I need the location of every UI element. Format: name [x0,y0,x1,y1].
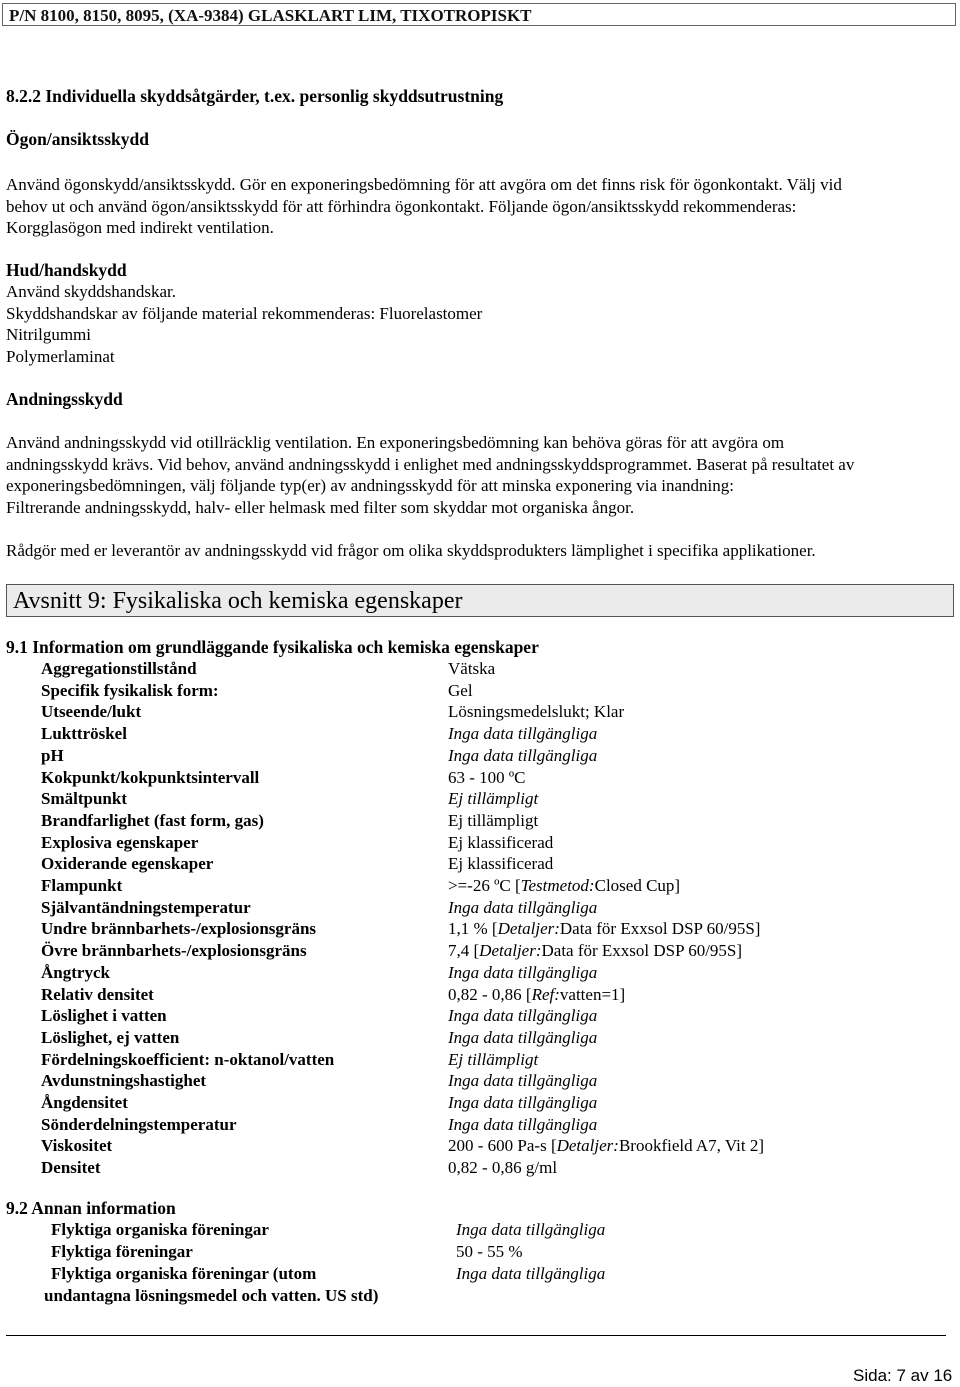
property-value: Inga data tillgängliga [448,724,598,744]
property-value: Inga data tillgängliga [448,745,598,765]
property-value-main: 7,4 [ [448,941,480,961]
property-value [448,919,760,939]
property-label: Undre brännbarhets-/explosionsgräns [41,919,317,939]
property-label: pH [41,745,64,765]
property-label: Självantändningstemperatur [41,897,251,917]
property-label: Aggregationstillstånd [41,659,197,678]
property-value [448,876,680,896]
property-value: Inga data tillgängliga [448,897,598,917]
property-value-detail: vatten=1] [559,984,626,1004]
property-value [448,985,625,1005]
resp-line: Använd andningsskydd vid otillräcklig ventilation. En exponeringsbedömning kan behöva göras för att avgöra om [6,433,785,452]
property-value: Inga data tillgängliga [448,1027,598,1047]
other-info-label-continued: undantagna lösningsmedel och vatten. US std) [44,1286,379,1305]
resp-line: andningsskydd krävs. Vid behov, använd andningsskydd i enlighet med andningsskyddsprogrammet. Baserat på resultatet av [6,454,855,474]
property-value: Ej klassificerad [448,832,554,852]
property-value-main: 0,82 - 0,86 [ [448,984,532,1004]
property-value-main: 200 - 600 Pa-s [ [448,1136,557,1156]
page-number: Sida: 7 av 16 [853,1366,953,1385]
property-value-main: >=-26 ºC [ [448,876,521,895]
eye-protection-heading: Ögon/ansiktsskydd [6,129,149,149]
eye-line: Använd ögonskydd/ansiktsskydd. Gör en exponeringsbedömning för att avgöra om det finns risk för ögonkontakt. Välj vid [6,175,842,194]
property-label: Löslighet i vatten [41,1006,167,1026]
property-label: Densitet [41,1158,101,1178]
property-label: Löslighet, ej vatten [41,1027,180,1047]
property-value: Gel [448,680,473,700]
property-value: Ej tillämpligt [448,810,539,830]
property-label: Flampunkt [41,876,123,895]
header-title: P/N 8100, 8150, 8095, (XA-9384) GLASKLART LIM, TIXOTROPISKT [9,6,532,25]
hand-line: Använd skyddshandskar. [6,282,176,301]
other-info-label: Flyktiga organiska föreningar (utom [51,1264,317,1283]
property-value: Vätska [448,659,496,678]
section-822-heading: 8.2.2 Individuella skyddsåtgärder, t.ex. personlig skyddsutrustning [6,86,504,106]
section-91-heading: 9.1 Information om grundläggande fysikaliska och kemiska egenskaper [6,637,539,657]
property-value: Inga data tillgängliga [448,1114,598,1134]
property-value: Ej klassificerad [448,854,554,874]
other-info-value: 50 - 55 % [456,1242,523,1261]
section-92-heading: 9.2 Annan information [6,1198,176,1218]
property-value-main: 1,1 % [ [448,919,498,939]
property-label: Ångdensitet [41,1093,128,1112]
property-label: Brandfarlighet (fast form, gas) [41,810,264,830]
other-info-value: Inga data tillgängliga [456,1220,606,1239]
document-header [2,3,956,26]
property-label: Smältpunkt [41,789,127,809]
property-value-detail: Brookfield A7, Vit 2] [618,1136,764,1156]
hand-line: Skyddshandskar av följande material rekommenderas: Fluorelastomer [6,303,483,323]
property-label: Kokpunkt/kokpunktsintervall [41,767,260,787]
property-value-qualifier: Ref: [531,984,560,1004]
respiratory-advice: Rådgör med er leverantör av andningsskydd vid frågor om olika skyddsprodukters lämplighet i specifika applikationer. [6,541,816,560]
property-label: Fördelningskoefficient: n-oktanol/vatten [41,1049,335,1069]
hand-line: Polymerlaminat [6,346,115,366]
eye-line: behov ut och använd ögon/ansiktsskydd för att förhindra ögonkontakt. Följande ögon/ansiktsskydd rekommenderas: [6,196,797,216]
property-label: Avdunstningshastighet [41,1071,207,1091]
property-value [448,941,742,961]
property-label: Viskositet [41,1136,113,1156]
property-value: Inga data tillgängliga [448,1093,598,1112]
property-label: Utseende/lukt [41,702,142,722]
eye-protection-text [6,174,842,239]
other-info-label: Flyktiga föreningar [51,1242,193,1261]
section-9-title: Avsnitt 9: Fysikaliska och kemiska egenskaper [13,588,463,614]
hand-protection-heading: Hud/handskydd [6,260,127,280]
property-value-qualifier: Detaljer: [556,1136,619,1156]
property-label: Specifik fysikalisk form: [41,680,219,700]
property-label: Ångtryck [41,962,110,982]
respiratory-protection-heading: Andningsskydd [6,389,123,409]
property-value: 63 - 100 ºC [448,767,526,787]
other-info-label: Flyktiga organiska föreningar [51,1220,269,1239]
property-value-qualifier: Detaljer: [497,919,560,939]
property-value: 0,82 - 0,86 g/ml [448,1158,558,1178]
resp-line: Filtrerande andningsskydd, halv- eller helmask med filter som skyddar mot organiska ångor. [6,497,635,517]
property-label: Övre brännbarhets-/explosionsgräns [41,941,307,961]
property-value: Inga data tillgängliga [448,962,598,982]
property-value: Ej tillämpligt [448,789,539,809]
property-value-detail: Data för Exxsol DSP 60/95S] [559,919,761,939]
property-label: Sönderdelningstemperatur [41,1114,237,1134]
property-value-detail: Data för Exxsol DSP 60/95S] [541,941,743,961]
property-value [448,1136,764,1156]
section-9-banner [6,584,954,617]
property-value-detail: Closed Cup] [594,876,681,895]
property-value: Ej tillämpligt [448,1049,539,1069]
property-value: Inga data tillgängliga [448,1071,598,1091]
property-value: Inga data tillgängliga [448,1006,598,1026]
property-label: Oxiderande egenskaper [41,854,214,874]
property-label: Relativ densitet [41,984,154,1004]
property-label: Lukttröskel [41,724,127,744]
other-info-value: Inga data tillgängliga [456,1264,606,1283]
eye-line: Korgglasögon med indirekt ventilation. [6,218,274,237]
property-value-qualifier: Testmetod: [520,876,595,895]
footer-divider [6,1335,946,1336]
respiratory-protection-text [6,432,854,518]
hand-line: Nitrilgummi [6,325,91,344]
property-value: Lösningsmedelslukt; Klar [448,702,625,722]
property-value-qualifier: Detaljer: [479,941,542,961]
resp-line: exponeringsbedömningen, välj följande typ(er) av andningsskydd för att minska exponering via inandning: [6,476,734,495]
property-label: Explosiva egenskaper [41,832,199,852]
hand-protection-text [6,281,482,367]
